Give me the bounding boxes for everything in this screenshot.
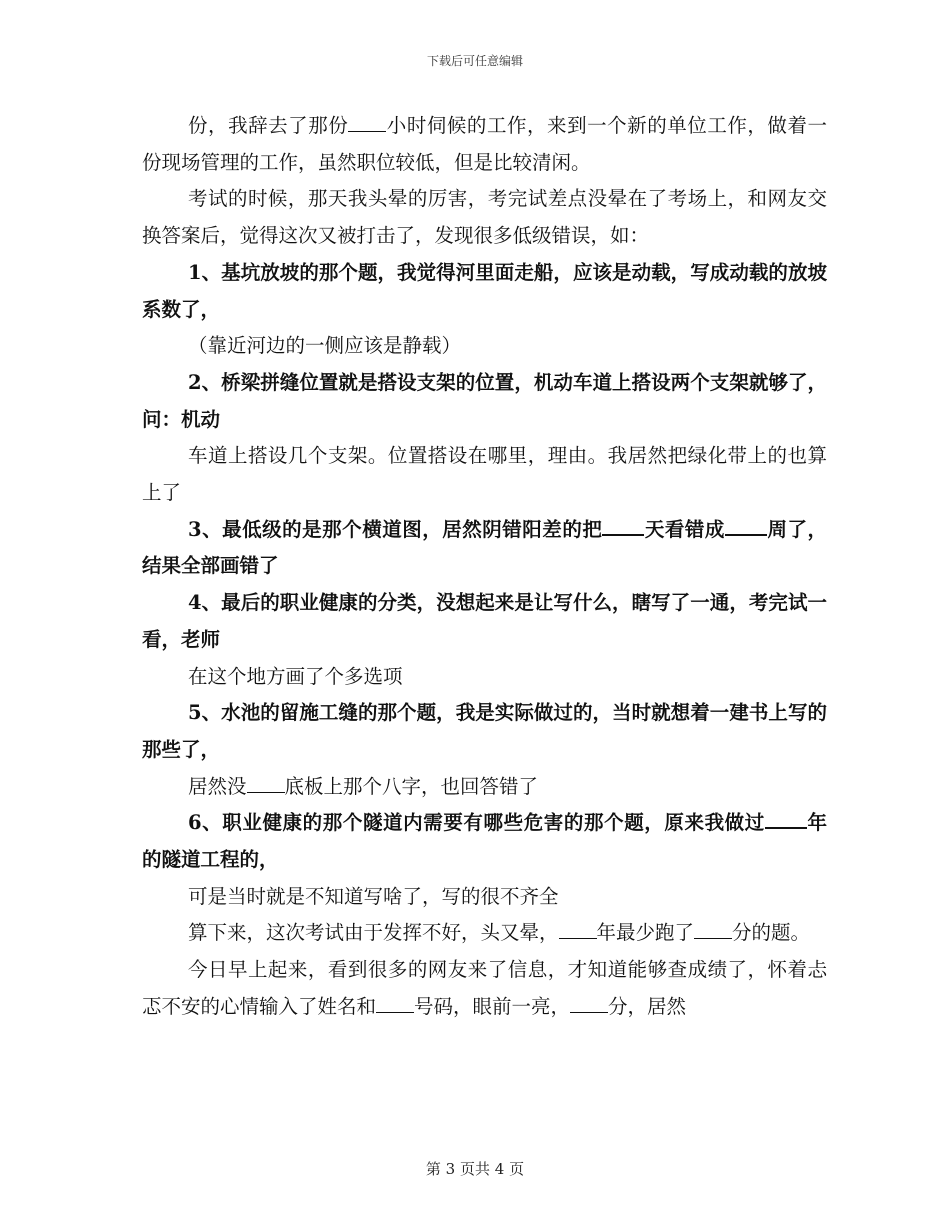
paragraph-2: 考试的时候，那天我头晕的厉害，考完试差点没晕在了考场上，和网友交换答案后，觉得这次又被打击了，发现很多低级错误，如： [142, 187, 827, 248]
fill-blank [725, 514, 767, 536]
paragraph-4: （靠近河边的一侧应该是静载） [188, 334, 462, 358]
paragraph-13: 可是当时就是不知道写啥了，写的很不齐全 [188, 884, 559, 908]
fill-blank [247, 772, 285, 793]
document-body [142, 108, 827, 1026]
fill-blank [570, 992, 608, 1013]
paragraph-6: 车道上搭设几个支架。位置搭设在哪里，理由。我居然把绿化带上的也算上了 [142, 444, 827, 505]
paragraph-15: 今日早上起来，看到很多的网友来了信息，才知道能够查成绩了，怀着忐忑不安的心情输入了姓名和 号码，眼前一亮， 分，居然 [142, 958, 827, 1018]
paragraph-8: 4、最后的职业健康的分类，没想起来是让写什么，瞎写了一通，考完试一看，老师 [142, 591, 827, 651]
paragraph-7: 3、最低级的是那个横道图，居然阴错阳差的把 天看错成 周了，结果全部画错了 [142, 512, 827, 585]
fill-blank [602, 514, 644, 536]
paragraph-10: 5、水池的留施工缝的那个题，我是实际做过的，当时就想着一建书上写的那些了， [142, 701, 827, 761]
paragraph-5: 2、桥梁拼缝位置就是搭设支架的位置，机动车道上搭设两个支架就够了，问：机动 [142, 370, 827, 431]
fill-blank [376, 992, 414, 1013]
page-footer: 第 3 页共 4 页 [425, 1160, 525, 1178]
paragraph-3: 1、基坑放坡的那个题，我觉得河里面走船，应该是动载，写成动载的放坡系数了， [142, 260, 827, 321]
paragraph-9: 在这个地方画了个多选项 [188, 664, 403, 688]
fill-blank [559, 919, 597, 940]
paragraph-14: 算下来，这次考试由于发挥不好，头又晕， 年最少跑了 分的题。 [142, 915, 827, 952]
paragraph-1: 份，我辞去了那份 小时伺候的工作，来到一个新的单位工作，做着一份现场管理的工作，虽然职位较低，但是比较清闲。 [142, 108, 827, 181]
paragraph-11: 居然没 底板上那个八字，也回答错了 [142, 769, 827, 806]
fill-blank [765, 808, 807, 830]
fill-blank [694, 919, 732, 940]
paragraph-12: 6、职业健康的那个隧道内需要有哪些危害的那个题，原来我做过 年的隧道工程的， [142, 805, 827, 878]
fill-blank [348, 112, 386, 133]
page-header: 下载后可任意编辑 [426, 54, 523, 68]
